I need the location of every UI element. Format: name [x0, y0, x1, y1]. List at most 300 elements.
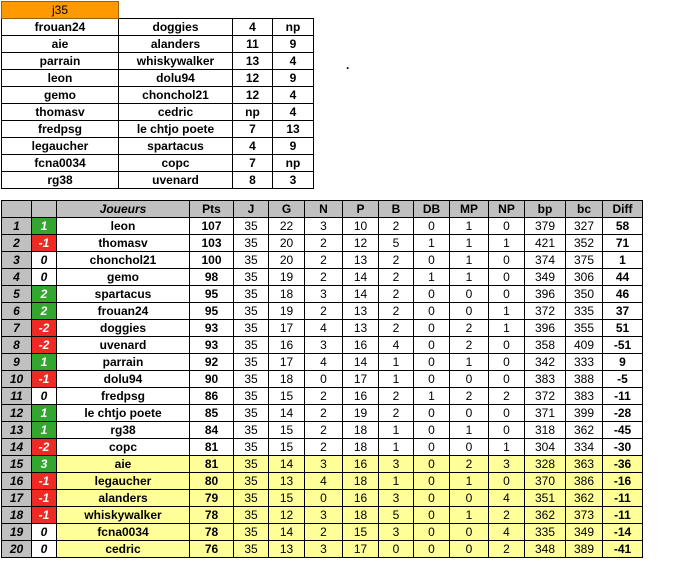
header-g: G — [269, 201, 305, 218]
ranking-row — [2, 286, 643, 303]
stat-np: 0 — [489, 473, 525, 490]
rank-change-badge: 1 — [32, 218, 57, 235]
player-name: frouan24 — [57, 303, 190, 320]
stat-diff: 9 — [603, 354, 643, 371]
match-away-score: 9 — [273, 36, 314, 53]
match-row — [2, 104, 314, 121]
stat-db: 0 — [414, 252, 450, 269]
match-away-player: whiskywalker — [119, 53, 233, 70]
ranking-header-row — [2, 201, 643, 218]
stat-mp: 1 — [450, 218, 489, 235]
stat-n: 4 — [305, 473, 343, 490]
stat-n: 2 — [305, 303, 343, 320]
player-name: copc — [57, 439, 190, 456]
stat-j: 35 — [234, 286, 269, 303]
ranking-body — [2, 218, 643, 558]
stat-mp: 0 — [450, 524, 489, 541]
player-name: spartacus — [57, 286, 190, 303]
header-bp: bp — [525, 201, 566, 218]
stat-db: 0 — [414, 320, 450, 337]
stat-diff: 37 — [603, 303, 643, 320]
player-name: fredpsg — [57, 388, 190, 405]
rank-change-badge: -1 — [32, 507, 57, 524]
stat-db: 0 — [414, 405, 450, 422]
rank-position: 1 — [2, 218, 32, 235]
stat-j: 35 — [234, 303, 269, 320]
stat-np: 4 — [489, 524, 525, 541]
rank-change-badge: -1 — [32, 473, 57, 490]
rank-position: 16 — [2, 473, 32, 490]
stat-g: 19 — [269, 269, 305, 286]
stat-mp: 2 — [450, 337, 489, 354]
rank-change-badge: 1 — [32, 422, 57, 439]
stat-diff: 46 — [603, 286, 643, 303]
ranking-row — [2, 490, 643, 507]
stat-mp: 0 — [450, 490, 489, 507]
match-away-score: np — [273, 19, 314, 36]
match-away-score: 9 — [273, 138, 314, 155]
stat-np: 2 — [489, 541, 525, 558]
stat-p: 16 — [343, 388, 379, 405]
stat-bp: 351 — [525, 490, 566, 507]
match-home-player: fredpsg — [2, 121, 119, 138]
stat-pts: 80 — [190, 473, 234, 490]
stat-j: 35 — [234, 524, 269, 541]
stat-bc: 388 — [566, 371, 603, 388]
match-row — [2, 121, 314, 138]
stat-np: 0 — [489, 405, 525, 422]
stat-n: 2 — [305, 235, 343, 252]
stat-diff: -14 — [603, 524, 643, 541]
stat-np: 1 — [489, 439, 525, 456]
rank-change-badge: 1 — [32, 354, 57, 371]
rank-position: 20 — [2, 541, 32, 558]
stat-pts: 107 — [190, 218, 234, 235]
rank-change-badge: -2 — [32, 337, 57, 354]
stat-db: 0 — [414, 524, 450, 541]
match-home-player: gemo — [2, 87, 119, 104]
stat-p: 19 — [343, 405, 379, 422]
stat-mp: 0 — [450, 286, 489, 303]
stat-np: 0 — [489, 286, 525, 303]
stat-bp: 342 — [525, 354, 566, 371]
ranking-row — [2, 524, 643, 541]
player-name: doggies — [57, 320, 190, 337]
stat-n: 3 — [305, 218, 343, 235]
matchday-body — [2, 2, 314, 189]
stat-bc: 389 — [566, 541, 603, 558]
match-row — [2, 138, 314, 155]
ranking-row — [2, 405, 643, 422]
match-away-score: 3 — [273, 172, 314, 189]
player-name: dolu94 — [57, 371, 190, 388]
ranking-row — [2, 354, 643, 371]
match-row — [2, 87, 314, 104]
stat-b: 2 — [379, 269, 414, 286]
stat-db: 0 — [414, 507, 450, 524]
rank-change-badge: -2 — [32, 320, 57, 337]
stat-bc: 334 — [566, 439, 603, 456]
stat-b: 1 — [379, 354, 414, 371]
player-name: chonchol21 — [57, 252, 190, 269]
stat-b: 2 — [379, 388, 414, 405]
stat-mp: 2 — [450, 456, 489, 473]
stat-p: 13 — [343, 303, 379, 320]
stat-bp: 358 — [525, 337, 566, 354]
stat-diff: -11 — [603, 507, 643, 524]
stat-pts: 85 — [190, 405, 234, 422]
blank-cell — [273, 2, 314, 19]
stat-bp: 383 — [525, 371, 566, 388]
stat-g: 14 — [269, 524, 305, 541]
header-b: B — [379, 201, 414, 218]
stat-diff: 58 — [603, 218, 643, 235]
ranking-row — [2, 218, 643, 235]
player-name: legaucher — [57, 473, 190, 490]
stat-g: 20 — [269, 235, 305, 252]
stat-j: 35 — [234, 354, 269, 371]
stat-j: 35 — [234, 439, 269, 456]
stat-pts: 103 — [190, 235, 234, 252]
stat-bp: 374 — [525, 252, 566, 269]
player-name: uvenard — [57, 337, 190, 354]
rank-position: 19 — [2, 524, 32, 541]
stat-diff: -16 — [603, 473, 643, 490]
match-home-player: legaucher — [2, 138, 119, 155]
stat-j: 35 — [234, 371, 269, 388]
stat-diff: -36 — [603, 456, 643, 473]
player-name: aie — [57, 456, 190, 473]
header-p: P — [343, 201, 379, 218]
match-home-score: np — [233, 104, 273, 121]
stat-db: 0 — [414, 422, 450, 439]
match-home-player: frouan24 — [2, 19, 119, 36]
stat-mp: 0 — [450, 405, 489, 422]
stat-db: 0 — [414, 218, 450, 235]
stat-bp: 348 — [525, 541, 566, 558]
stat-bc: 362 — [566, 422, 603, 439]
stat-db: 0 — [414, 286, 450, 303]
stat-b: 3 — [379, 524, 414, 541]
header-pts: Pts — [190, 201, 234, 218]
match-away-score: 4 — [273, 53, 314, 70]
stat-mp: 0 — [450, 541, 489, 558]
match-row — [2, 36, 314, 53]
header-joueurs: Joueurs — [57, 201, 190, 218]
rank-position: 17 — [2, 490, 32, 507]
match-away-player: cedric — [119, 104, 233, 121]
stat-np: 0 — [489, 422, 525, 439]
stat-bp: 396 — [525, 286, 566, 303]
rank-change-badge: 0 — [32, 388, 57, 405]
ranking-row — [2, 320, 643, 337]
stat-j: 35 — [234, 490, 269, 507]
rank-change-badge: 2 — [32, 286, 57, 303]
stat-b: 2 — [379, 405, 414, 422]
player-name: parrain — [57, 354, 190, 371]
match-home-player: fcna0034 — [2, 155, 119, 172]
match-home-score: 13 — [233, 53, 273, 70]
match-away-player: spartacus — [119, 138, 233, 155]
stat-g: 15 — [269, 422, 305, 439]
stat-p: 18 — [343, 507, 379, 524]
stat-db: 0 — [414, 490, 450, 507]
stat-mp: 1 — [450, 507, 489, 524]
stat-n: 2 — [305, 405, 343, 422]
stray-mark: . — [346, 58, 350, 72]
stat-n: 3 — [305, 286, 343, 303]
match-home-score: 4 — [233, 138, 273, 155]
match-away-player: copc — [119, 155, 233, 172]
stat-p: 15 — [343, 524, 379, 541]
stat-n: 0 — [305, 490, 343, 507]
stat-bp: 379 — [525, 218, 566, 235]
stat-j: 35 — [234, 337, 269, 354]
stat-bc: 373 — [566, 507, 603, 524]
match-home-player: thomasv — [2, 104, 119, 121]
ranking-row — [2, 371, 643, 388]
stat-b: 1 — [379, 371, 414, 388]
stat-b: 3 — [379, 490, 414, 507]
stat-g: 15 — [269, 490, 305, 507]
match-home-score: 8 — [233, 172, 273, 189]
stat-bp: 362 — [525, 507, 566, 524]
stat-j: 35 — [234, 235, 269, 252]
stat-g: 16 — [269, 337, 305, 354]
stat-n: 2 — [305, 422, 343, 439]
stat-p: 14 — [343, 286, 379, 303]
header-pos — [2, 201, 32, 218]
stat-diff: -51 — [603, 337, 643, 354]
stat-b: 2 — [379, 303, 414, 320]
stat-p: 16 — [343, 490, 379, 507]
stat-p: 16 — [343, 456, 379, 473]
stat-pts: 92 — [190, 354, 234, 371]
header-db: DB — [414, 201, 450, 218]
stat-bc: 386 — [566, 473, 603, 490]
stat-pts: 78 — [190, 524, 234, 541]
rank-position: 10 — [2, 371, 32, 388]
stat-db: 1 — [414, 388, 450, 405]
rank-position: 7 — [2, 320, 32, 337]
stat-pts: 86 — [190, 388, 234, 405]
ranking-row — [2, 303, 643, 320]
stat-pts: 95 — [190, 303, 234, 320]
stat-db: 0 — [414, 541, 450, 558]
stat-p: 14 — [343, 269, 379, 286]
stat-n: 2 — [305, 388, 343, 405]
stat-np: 0 — [489, 337, 525, 354]
stat-b: 1 — [379, 439, 414, 456]
stat-b: 3 — [379, 456, 414, 473]
rank-position: 11 — [2, 388, 32, 405]
stat-np: 0 — [489, 371, 525, 388]
stat-b: 1 — [379, 422, 414, 439]
stat-n: 3 — [305, 337, 343, 354]
stat-b: 5 — [379, 235, 414, 252]
stat-db: 0 — [414, 371, 450, 388]
stat-pts: 93 — [190, 320, 234, 337]
ranking-row — [2, 235, 643, 252]
stat-np: 1 — [489, 320, 525, 337]
stat-diff: 44 — [603, 269, 643, 286]
stat-diff: 51 — [603, 320, 643, 337]
match-away-player: le chtjo poete — [119, 121, 233, 138]
stat-mp: 1 — [450, 354, 489, 371]
blank-cell — [233, 2, 273, 19]
rank-change-badge: -1 — [32, 371, 57, 388]
stat-n: 3 — [305, 507, 343, 524]
player-name: whiskywalker — [57, 507, 190, 524]
stat-np: 1 — [489, 235, 525, 252]
stat-n: 3 — [305, 541, 343, 558]
match-away-player: alanders — [119, 36, 233, 53]
stat-p: 10 — [343, 218, 379, 235]
match-away-player: doggies — [119, 19, 233, 36]
stat-pts: 79 — [190, 490, 234, 507]
stat-bp: 421 — [525, 235, 566, 252]
stat-np: 4 — [489, 490, 525, 507]
stat-j: 35 — [234, 269, 269, 286]
match-away-score: np — [273, 155, 314, 172]
rank-position: 14 — [2, 439, 32, 456]
stat-bp: 370 — [525, 473, 566, 490]
stat-diff: -11 — [603, 490, 643, 507]
stat-bc: 399 — [566, 405, 603, 422]
stat-mp: 1 — [450, 252, 489, 269]
match-home-score: 12 — [233, 70, 273, 87]
stat-n: 2 — [305, 252, 343, 269]
rank-change-badge: 2 — [32, 303, 57, 320]
rank-change-badge: 1 — [32, 405, 57, 422]
stat-mp: 1 — [450, 269, 489, 286]
stat-mp: 2 — [450, 388, 489, 405]
header-n: N — [305, 201, 343, 218]
player-name: gemo — [57, 269, 190, 286]
stat-pts: 90 — [190, 371, 234, 388]
header-j: J — [234, 201, 269, 218]
matchday-label: j35 — [2, 2, 119, 19]
stat-g: 15 — [269, 439, 305, 456]
stat-bc: 335 — [566, 303, 603, 320]
stat-db: 0 — [414, 473, 450, 490]
stat-p: 18 — [343, 473, 379, 490]
ranking-row — [2, 422, 643, 439]
stat-diff: -5 — [603, 371, 643, 388]
stat-j: 35 — [234, 388, 269, 405]
stat-n: 4 — [305, 354, 343, 371]
match-away-score: 4 — [273, 104, 314, 121]
rank-change-badge: -2 — [32, 439, 57, 456]
stat-b: 0 — [379, 541, 414, 558]
stat-bp: 318 — [525, 422, 566, 439]
stat-b: 2 — [379, 286, 414, 303]
stat-bc: 327 — [566, 218, 603, 235]
player-name: rg38 — [57, 422, 190, 439]
match-home-score: 7 — [233, 155, 273, 172]
stat-diff: -28 — [603, 405, 643, 422]
stat-bp: 328 — [525, 456, 566, 473]
ranking-row — [2, 473, 643, 490]
player-name: fcna0034 — [57, 524, 190, 541]
stat-pts: 100 — [190, 252, 234, 269]
stat-db: 1 — [414, 269, 450, 286]
player-name: leon — [57, 218, 190, 235]
stat-bp: 349 — [525, 269, 566, 286]
stat-b: 5 — [379, 507, 414, 524]
header-mp: MP — [450, 201, 489, 218]
rank-position: 13 — [2, 422, 32, 439]
stat-n: 3 — [305, 456, 343, 473]
stat-diff: -30 — [603, 439, 643, 456]
stat-p: 18 — [343, 439, 379, 456]
matchday-header-row — [2, 2, 314, 19]
stat-n: 2 — [305, 524, 343, 541]
stat-p: 17 — [343, 371, 379, 388]
stat-pts: 81 — [190, 439, 234, 456]
match-home-player: leon — [2, 70, 119, 87]
match-away-player: chonchol21 — [119, 87, 233, 104]
match-home-player: aie — [2, 36, 119, 53]
stat-mp: 0 — [450, 303, 489, 320]
stat-b: 2 — [379, 320, 414, 337]
match-away-player: uvenard — [119, 172, 233, 189]
blank-cell — [119, 2, 233, 19]
stat-diff: 71 — [603, 235, 643, 252]
stat-bc: 352 — [566, 235, 603, 252]
ranking-row — [2, 388, 643, 405]
stat-j: 35 — [234, 507, 269, 524]
stat-n: 2 — [305, 439, 343, 456]
stat-g: 15 — [269, 388, 305, 405]
header-bc: bc — [566, 201, 603, 218]
stat-db: 0 — [414, 354, 450, 371]
stat-diff: -41 — [603, 541, 643, 558]
stat-p: 16 — [343, 337, 379, 354]
match-home-player: parrain — [2, 53, 119, 70]
stat-g: 17 — [269, 354, 305, 371]
match-row — [2, 70, 314, 87]
player-name: alanders — [57, 490, 190, 507]
stat-mp: 1 — [450, 422, 489, 439]
stat-n: 4 — [305, 320, 343, 337]
stat-bc: 375 — [566, 252, 603, 269]
match-home-score: 12 — [233, 87, 273, 104]
header-np: NP — [489, 201, 525, 218]
match-row — [2, 172, 314, 189]
stat-mp: 2 — [450, 320, 489, 337]
stat-b: 2 — [379, 252, 414, 269]
stat-bc: 333 — [566, 354, 603, 371]
ranking-row — [2, 507, 643, 524]
stat-mp: 0 — [450, 439, 489, 456]
rank-position: 9 — [2, 354, 32, 371]
stat-g: 14 — [269, 456, 305, 473]
stat-p: 13 — [343, 252, 379, 269]
stat-mp: 1 — [450, 235, 489, 252]
rank-position: 3 — [2, 252, 32, 269]
stat-g: 14 — [269, 405, 305, 422]
rank-position: 5 — [2, 286, 32, 303]
rank-change-badge: 0 — [32, 252, 57, 269]
stat-pts: 95 — [190, 286, 234, 303]
rank-position: 8 — [2, 337, 32, 354]
stat-j: 35 — [234, 422, 269, 439]
match-away-player: dolu94 — [119, 70, 233, 87]
stat-bc: 362 — [566, 490, 603, 507]
stat-pts: 98 — [190, 269, 234, 286]
stat-db: 0 — [414, 439, 450, 456]
